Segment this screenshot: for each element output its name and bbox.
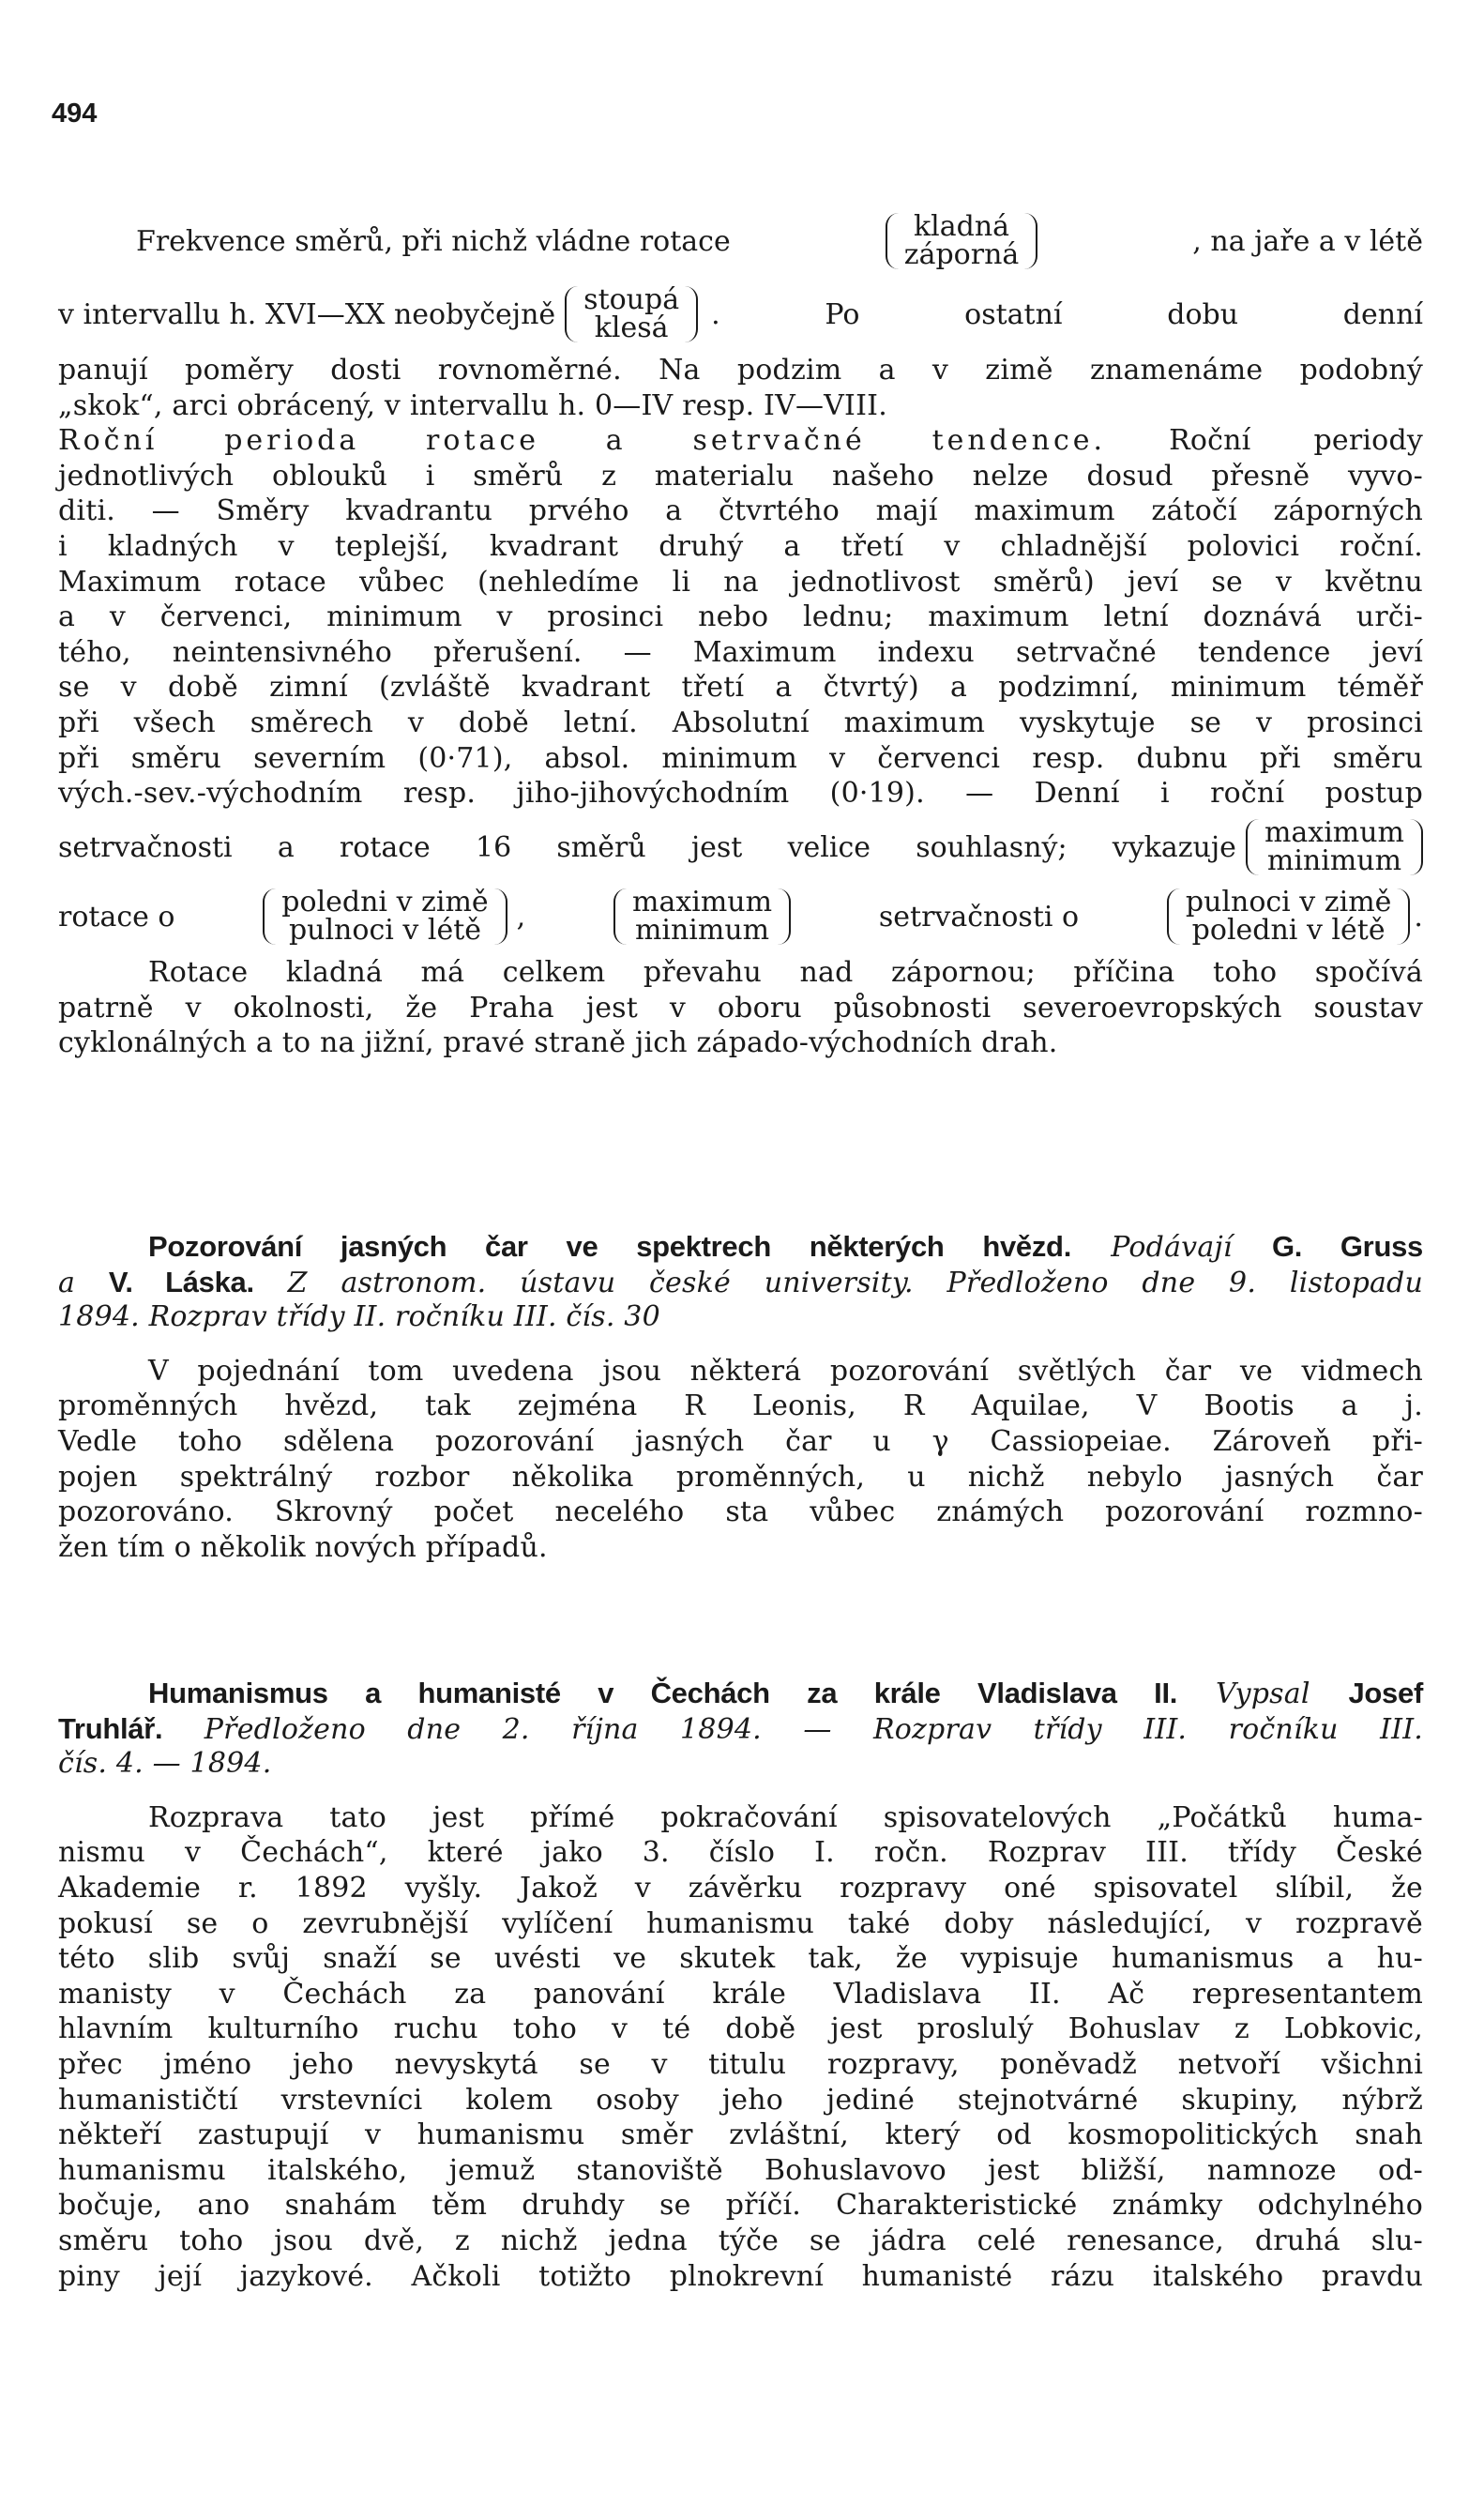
text-line: patrně v okolnosti, že Praha jest v oboru působnosti severoevropských soustav [58, 991, 1423, 1025]
brace-stoupa-klesa [565, 283, 698, 344]
text-line: manisty v Čechách za panování krále Vladislava II. Ač representantem [58, 1977, 1423, 2011]
text-line: tého, neintensivného přerušení. — Maximum indexu setrvačné tendence jeví [58, 635, 1423, 669]
rotace-row [58, 882, 1423, 951]
page-number: 494 [52, 99, 98, 129]
text-line: jednotlivých oblouků i směrů z materialu našeho nelze dosud přesně vyvo- [58, 459, 1423, 493]
text-line: pokusí se o zevrubnější vylíčení humanismu také doby následující, v rozpravě [58, 1906, 1423, 1940]
period: . [1414, 900, 1423, 934]
brace-option: maximum [1264, 816, 1404, 849]
setrvacnost-row [58, 812, 1423, 882]
rotation-frequency-row [136, 206, 1423, 276]
brace-option: minimum [634, 914, 770, 947]
source-line [58, 1265, 1423, 1300]
text-line: se v době zimní (zvláště kvadrant třetí a čtvrtý) a podzimní, minimum téměř [58, 671, 1423, 705]
text-line: V pojednání tom uvedena jsou některá pozorování světlých čar ve vidmech [148, 1354, 1423, 1388]
text-line: této slib svůj snaží se uvésti ve skutek tak, že vypisuje humanismus a hu- [58, 1942, 1423, 1976]
brace-kladna-zaporna [886, 210, 1038, 271]
row2-tail: . Po ostatní dobu denní [711, 297, 1423, 331]
text-line: piny její jazykové. Ačkoli totižto plnokrevní humanisté rázu italského pravdu [58, 2259, 1423, 2293]
text-line: při směru severním (0·71), absol. minimum v červenci resp. dubnu při směru [58, 741, 1423, 775]
row1-tail: , na jaře a v létě [1192, 224, 1423, 258]
section-spectra [58, 1229, 1423, 1565]
row4-text: rotace o [58, 900, 175, 934]
text-line: nismu v Čechách“, které jako 3. číslo I. ročn. Rozprav III. třídy České [58, 1836, 1423, 1870]
annual-period-heading: Roční perioda rotace a setrvačné tendence. Roční periody [58, 424, 1423, 458]
brace-option: maximum [632, 886, 773, 918]
text-line: humanističtí vrstevníci kolem osoby jeho jediné stejnotvárné skupiny, nýbrž [58, 2083, 1423, 2117]
text-line: směru toho jsou dvě, z nichž jedna týče se jádra celé renesance, druhá slu- [58, 2224, 1423, 2257]
text-line: pojen spektrálný rozbor několika proměnných, u nichž nebylo jasných čar [58, 1460, 1423, 1494]
brace-option: kladná [913, 210, 1010, 243]
author-name: V. Láska. [108, 1265, 254, 1298]
text-line: pozorováno. Skrovný počet necelého sta vůbec známých pozorování rozmno- [58, 1495, 1423, 1529]
row4-mid-text: setrvačnosti o [878, 900, 1080, 934]
text-line: proměnných hvězd, tak zejména R Leonis, R Aquilae, V Bootis a j. [58, 1389, 1423, 1423]
text-line: panují poměry dosti rovnoměrné. Na podzim a v zimě znamenáme podobný [58, 354, 1423, 387]
text-line: hlavním kulturního ruchu toho v té době jest proslulý Bohuslav z Lobkovic, [58, 2012, 1423, 2046]
author-name: G. Gruss [1271, 1230, 1423, 1263]
text-line: Vedle toho sdělena pozorování jasných čar u γ Cassiopeiae. Zároveň při- [58, 1424, 1423, 1458]
source-line [58, 1711, 1423, 1747]
brace-option: minimum [1266, 844, 1402, 877]
text-line: a v červenci, minimum v prosinci nebo lednu; maximum letní doznává urči- [58, 600, 1423, 634]
source-text: Z astronom. ústavu české university. Předloženo dne 9. listopadu [287, 1266, 1423, 1299]
text-line: i kladných v teplejší, kvadrant druhý a třetí v chladnější polovici roční. [58, 529, 1423, 563]
text-line: Rozprava tato jest přímé pokračování spisovatelových „Počátků huma- [148, 1800, 1423, 1834]
text-line: při všech směrech v době letní. Absolutní maximum vyskytuje se v prosinci [58, 706, 1423, 739]
conjunction: a [58, 1266, 76, 1299]
author-name: Josef [1348, 1677, 1423, 1709]
spacer [58, 1782, 1423, 1800]
brace-option: poledni v zimě [281, 886, 489, 918]
text-line: Maximum rotace vůbec (nehledíme li na jednotlivost směrů) jeví se v květnu [58, 565, 1423, 599]
brace-option: pulnoci v létě [288, 914, 482, 947]
text-line: přec jméno jeho nevyskytá se v titulu rozpravy, poněvadž netvoří všichni [58, 2047, 1423, 2081]
text-line: humanismu italského, jemuž stanoviště Bohuslavovo jest bližší, namnoze od- [58, 2153, 1423, 2187]
author-prefix: Vypsal [1215, 1677, 1310, 1710]
subheading-line [58, 423, 1423, 459]
brace-maximum-minimum-2 [613, 888, 791, 945]
section-humanism [58, 1676, 1423, 2294]
section-title-line [58, 1676, 1423, 1711]
brace-maximum-minimum [1246, 816, 1423, 877]
interval-row [58, 280, 1423, 349]
row3-text: setrvačnosti a rotace 16 směrů jest velice souhlasný; vykazuje [58, 830, 1236, 864]
text-line: diti. — Směry kvadrantu prvého a čtvrtého mají maximum zátočí záporných [58, 494, 1423, 528]
text-line: bočuje, ano snahám těm druhdy se příčí. Charakteristické známky odchylného [58, 2189, 1423, 2223]
author-name: Truhlář. [58, 1711, 163, 1745]
text-line: „skok“, arci obrácený, v intervallu h. 0—IV resp. IV—VIII. [58, 388, 887, 422]
brace-option: poledni v létě [1191, 914, 1386, 947]
section-title-line [58, 1229, 1423, 1265]
text-line: někteří zastupují v humanismu směr zvláštní, který od kosmopolitických snah [58, 2118, 1423, 2152]
author-prefix: Podávají [1111, 1231, 1233, 1264]
section-title: Pozorování jasných čar ve spektrech některých hvězd. [148, 1230, 1072, 1263]
section-title: Humanismus a humanisté v Čechách za krále Vladislava II. [148, 1677, 1178, 1709]
spacer [58, 1335, 1423, 1354]
text-line: cyklonálných a to na jižní, pravé straně jich západo-východních drah. [58, 1026, 1058, 1060]
brace-pulnoci-poledni [1167, 888, 1411, 945]
brace-option: klesá [594, 311, 669, 344]
brace-option: stoupá [583, 283, 680, 316]
text-line: vých.-sev.-východním resp. jiho-jihovýchodním (0·19). — Denní i roční postup [58, 777, 1423, 811]
paragraph-rotation-tail [58, 955, 1423, 1061]
text-line: žen tím o několik nových případů. [58, 1530, 548, 1564]
brace-option: záporná [903, 238, 1020, 271]
source-line: čís. 4. — 1894. [58, 1747, 272, 1781]
text-line: Rotace kladná má celkem převahu nad zápornou; příčina toho spočívá [148, 956, 1423, 989]
paragraph-rotation [58, 353, 1423, 812]
source-line: 1894. Rozprav třídy II. ročníku III. čís. 30 [58, 1300, 660, 1334]
brace-poledni-pulnoci [263, 888, 507, 945]
text-line: Akademie r. 1892 vyšly. Jakož v závěrku rozpravy oné spisovatel slíbil, že [58, 1871, 1423, 1905]
row1-text: Frekvence směrů, při nichž vládne rotace [136, 224, 731, 258]
source-text: Předloženo dne 2. října 1894. — Rozprav třídy III. ročníku III. [204, 1712, 1423, 1746]
row2-text: v intervallu h. XVI—XX neobyčejně [58, 297, 556, 331]
comma: , [516, 900, 526, 934]
brace-option: pulnoci v zimě [1185, 886, 1392, 918]
